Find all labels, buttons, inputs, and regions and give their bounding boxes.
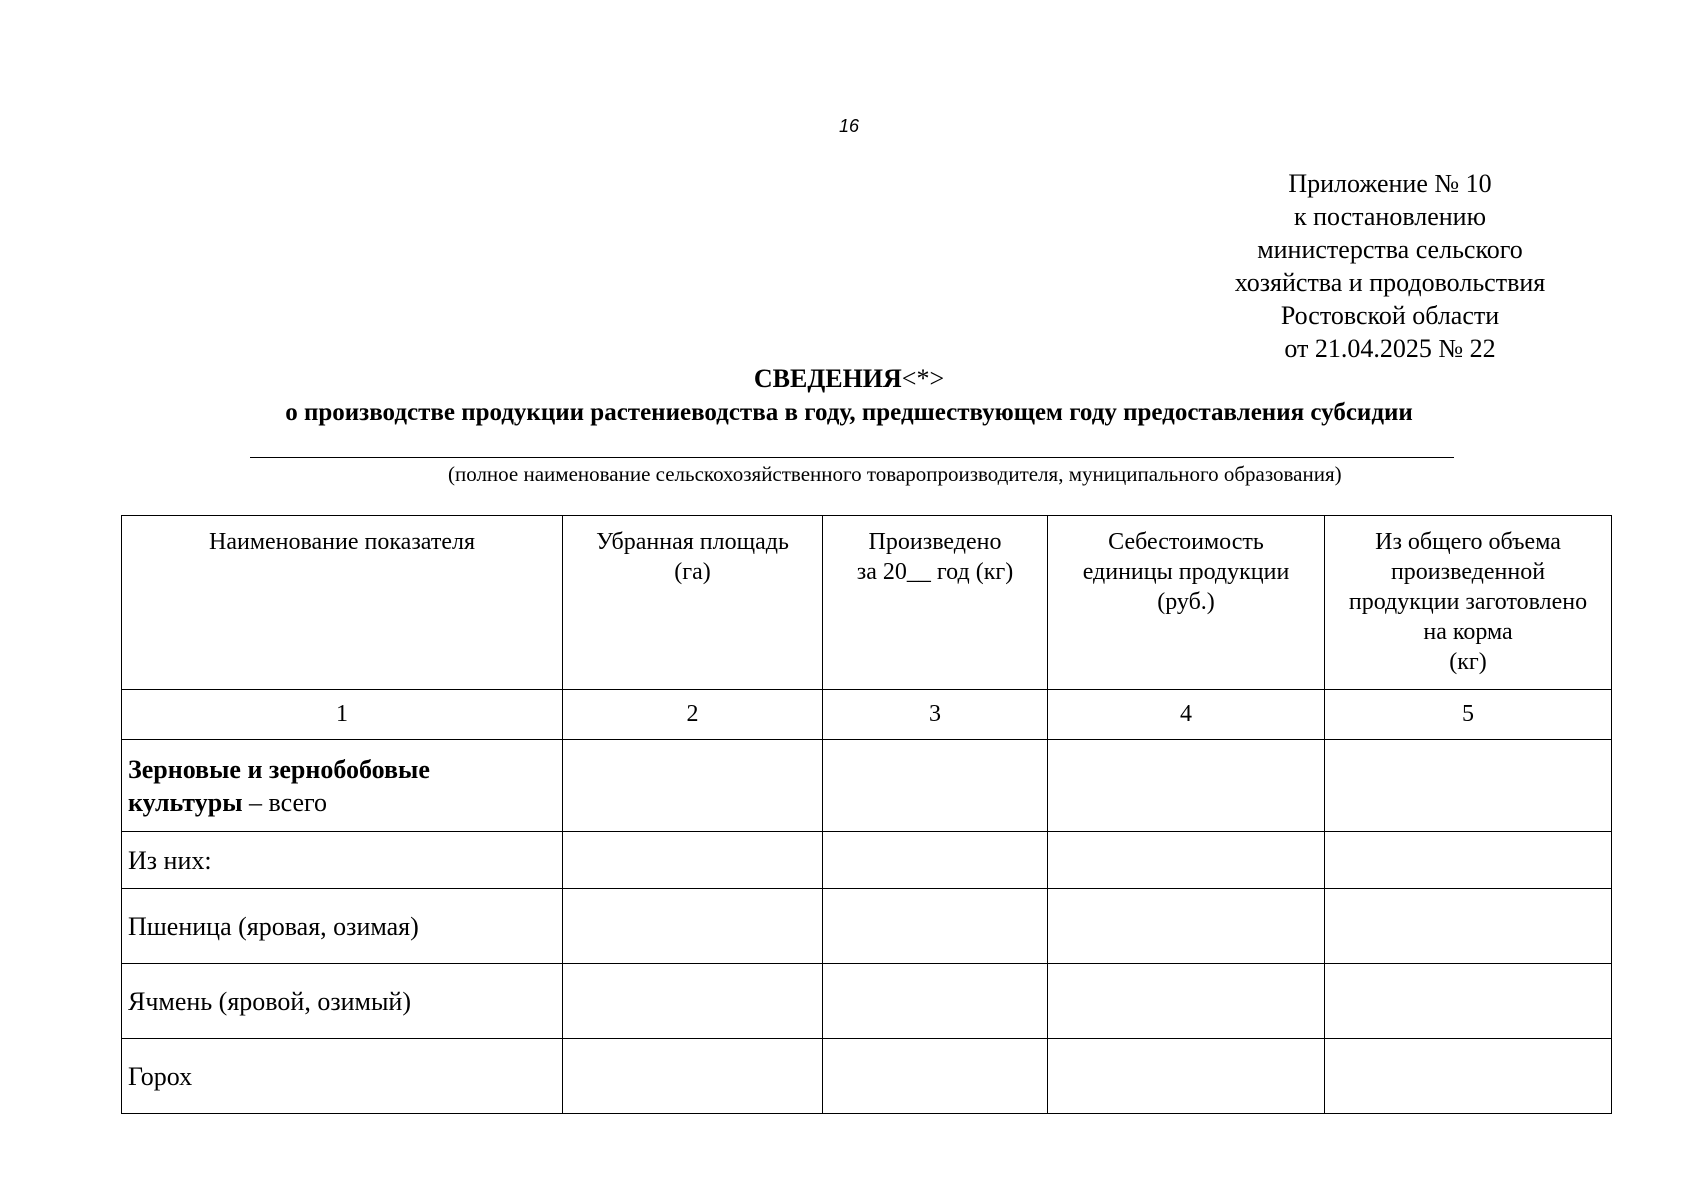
data-cell[interactable] [823,832,1048,889]
row-label: Из них: [122,832,563,889]
table-row [122,889,1612,964]
data-cell[interactable] [563,964,823,1039]
data-cell[interactable] [1048,889,1325,964]
data-cell[interactable] [823,1039,1048,1114]
table-row [122,832,1612,889]
header-row [122,516,1612,690]
row-label [122,740,563,832]
header-line: на корма [1423,619,1513,645]
header-line: Убранная площадь [596,529,789,555]
header-produced [823,516,1048,690]
data-cell[interactable] [823,964,1048,1039]
data-cell[interactable] [1325,740,1612,832]
header-line: Себестоимость [1108,529,1264,555]
appendix-line: министерства сельского [1257,235,1523,264]
row-label-bold: Зерновые и зернобобовые [128,754,430,784]
document-subtitle: о производстве продукции растениеводства в году, предшествующем году предоставления субсидии [285,399,1413,426]
column-number: 1 [122,690,563,740]
data-cell[interactable] [823,740,1048,832]
fill-in-line [250,457,1454,458]
page-number: 16 [838,116,860,136]
header-harvested-area [563,516,823,690]
column-number: 5 [1325,690,1612,740]
header-line: единицы продукции [1082,559,1290,585]
row-label: Горох [122,1039,563,1114]
header-line: Наименование показателя [209,529,475,555]
data-cell[interactable] [1325,964,1612,1039]
header-indicator-name [122,516,563,690]
appendix-line: хозяйства и продовольствия [1234,268,1546,297]
table-row [122,740,1612,832]
data-cell[interactable] [563,1039,823,1114]
column-number: 4 [1048,690,1325,740]
data-cell[interactable] [1048,832,1325,889]
data-cell[interactable] [1048,964,1325,1039]
header-unit-cost [1048,516,1325,690]
document-title [0,362,1698,395]
data-cell[interactable] [1325,1039,1612,1114]
data-cell[interactable] [823,889,1048,964]
data-cell[interactable] [1325,889,1612,964]
header-line: (руб.) [1157,589,1215,615]
appendix-line: от 21.04.2025 № 22 [1284,334,1496,363]
header-line: за 20__ год (кг) [856,559,1014,585]
header-feed-volume [1325,516,1612,690]
table-row [122,1039,1612,1114]
table-row [122,964,1612,1039]
footnote-mark: <*> [901,364,945,393]
header-line: (кг) [1449,649,1487,675]
data-cell[interactable] [563,832,823,889]
data-cell[interactable] [1048,740,1325,832]
appendix-line: Приложение № 10 [1288,169,1492,198]
title-text: СВЕДЕНИЯ [753,364,902,393]
column-number: 2 [563,690,823,740]
appendix-block [1205,167,1575,365]
data-cell[interactable] [563,740,823,832]
header-line: продукции заготовлено [1348,589,1588,615]
header-line: (га) [674,559,711,585]
row-label: Пшеница (яровая, озимая) [122,889,563,964]
header-line: Из общего объема [1375,529,1561,555]
row-label: Ячмень (яровой, озимый) [122,964,563,1039]
fill-in-caption: (полное наименование сельскохозяйственного товаропроизводителя, муниципального образования) [448,462,1342,486]
header-line: произведенной [1390,559,1546,585]
data-cell[interactable] [1048,1039,1325,1114]
row-label-bold: культуры [128,787,243,817]
column-number-row [122,690,1612,740]
column-number: 3 [823,690,1048,740]
appendix-line: к постановлению [1293,202,1487,231]
data-cell[interactable] [1325,832,1612,889]
appendix-line: Ростовской области [1280,301,1500,330]
row-label-suffix: – всего [242,787,328,817]
production-table [121,515,1612,1114]
header-line: Произведено [868,529,1002,555]
data-cell[interactable] [563,889,823,964]
